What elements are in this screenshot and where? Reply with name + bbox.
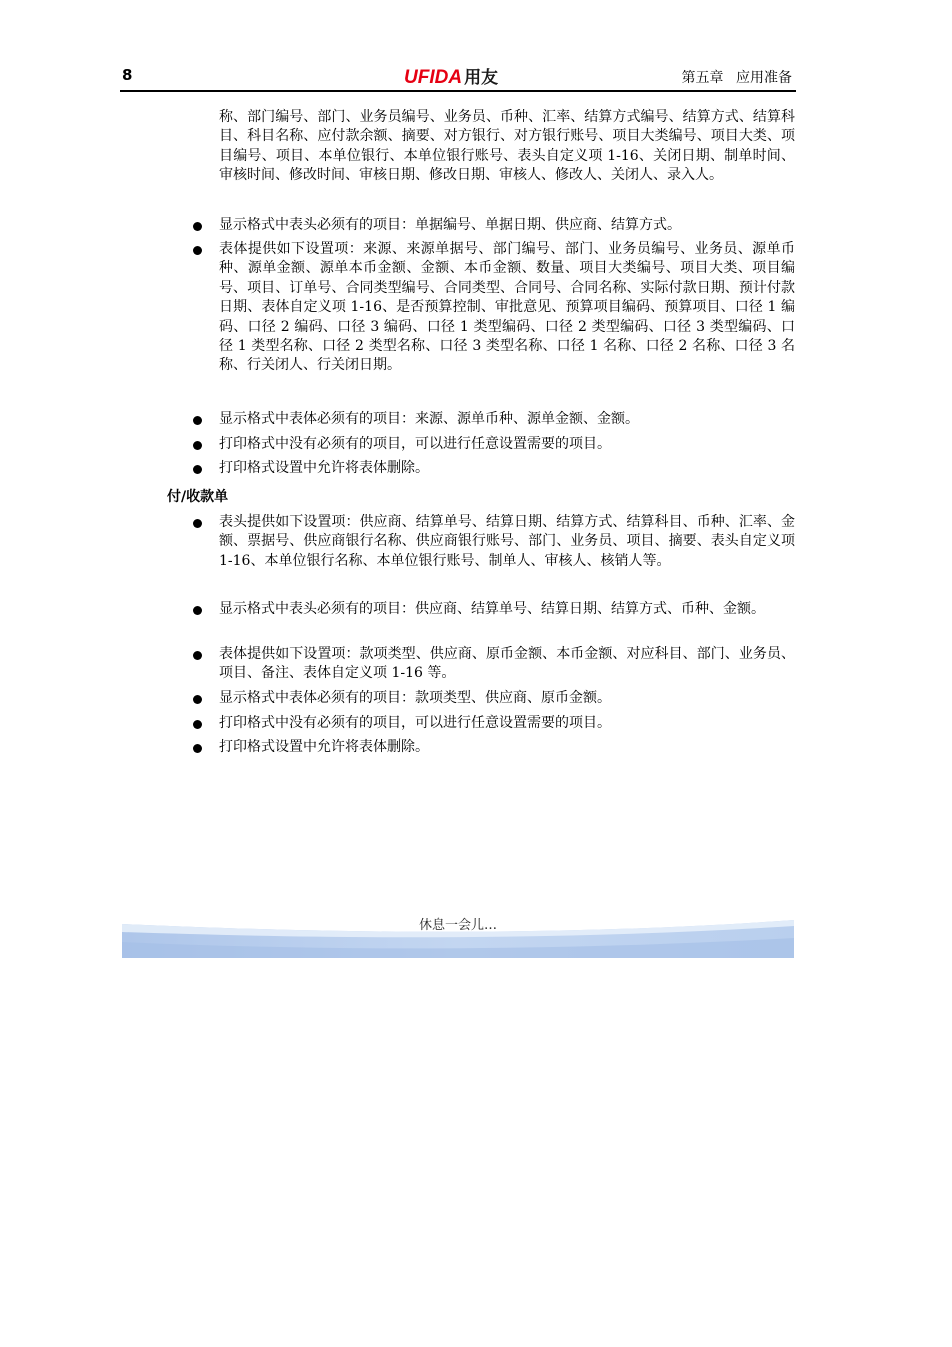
continuation-paragraph: 称、部门编号、部门、业务员编号、业务员、币种、汇率、结算方式编号、结算方式、结算科目、科目名称、应付款余额、摘要、对方银行、对方银行账号、项目大类编号、项目大类、项目编号、项目、本单位银行、本单位银行账号、表头自定义项 1-16、关闭日期、制单时间、审核时间、修改时间、审核日期、修改日期、审核人、修改人、关闭人、录入人。 (219, 109, 795, 184)
page-header (120, 62, 796, 92)
section-title: 付/收款单 (167, 489, 229, 505)
bullet-icon (193, 222, 202, 231)
ufida-logo (404, 63, 498, 89)
logo-cn: 用友 (464, 68, 499, 87)
list-item-text: 打印格式中没有必须有的项目，可以进行任意设置需要的项目。 (219, 715, 611, 731)
bullet-icon (193, 744, 202, 753)
logo-latin: UFIDA (404, 67, 463, 88)
bullet-icon (193, 246, 202, 255)
page-number: 8 (122, 66, 133, 84)
list-item-text: 表头提供如下设置项：供应商、结算单号、结算日期、结算方式、结算科目、币种、汇率、金额、票据号、供应商银行名称、供应商银行账号、部门、业务员、项目、摘要、表头自定义项 1-16、本单位银行名称、本单位银行账号、制单人、审核人、核销人等。 (219, 514, 795, 569)
bullet-icon (193, 441, 202, 450)
bullet-icon (193, 651, 202, 660)
list-item-text: 显示格式中表体必须有的项目：来源、源单币种、源单金额、金额。 (219, 411, 639, 427)
list-item-text: 表体提供如下设置项：款项类型、供应商、原币金额、本币金额、对应科目、部门、业务员、项目、备注、表体自定义项 1-16 等。 (219, 646, 795, 682)
bullet-icon (193, 606, 202, 615)
list-item-text: 打印格式设置中允许将表体删除。 (219, 460, 429, 476)
footer-text: 休息一会儿… (418, 918, 497, 933)
list-item-text: 显示格式中表头必须有的项目：供应商、结算单号、结算日期、结算方式、币种、金额。 (219, 601, 765, 617)
bullet-icon (193, 416, 202, 425)
footer-band (122, 912, 794, 958)
bullet-icon (193, 720, 202, 729)
bullet-icon (193, 695, 202, 704)
chapter-title: 第五章 应用准备 (681, 70, 792, 86)
list-item-text: 显示格式中表体必须有的项目：款项类型、供应商、原币金额。 (219, 690, 611, 706)
list-item-text: 表体提供如下设置项：来源、来源单据号、部门编号、部门、业务员编号、业务员、源单币种、源单金额、源单本币金额、金额、本币金额、数量、项目大类编号、项目大类、项目编号、项目、订单号、合同类型编号、合同类型、合同号、合同名称、实际付款日期、预计付款日期、表体自定义项 1-16、是否预算控制、审批意见、预算项目编码、预算项目、口径 1 编码、口径 2 编码、口径 3 编码、口径 1 类型编码、口径 2 类型编码、口径 3 类型编码、口径 1 类型名称、口径 2 类型名称、口径 3 类型名称、口径 1 名称、口径 2 名称、口径 3 名称、行关闭人、行关闭日期。 (219, 241, 795, 374)
list-item-text: 显示格式中表头必须有的项目：单据编号、单据日期、供应商、结算方式。 (219, 217, 681, 233)
bullet-icon (193, 465, 202, 474)
list-item-text: 打印格式中没有必须有的项目，可以进行任意设置需要的项目。 (219, 436, 611, 452)
list-item-text: 打印格式设置中允许将表体删除。 (219, 739, 429, 755)
bullet-icon (193, 519, 202, 528)
